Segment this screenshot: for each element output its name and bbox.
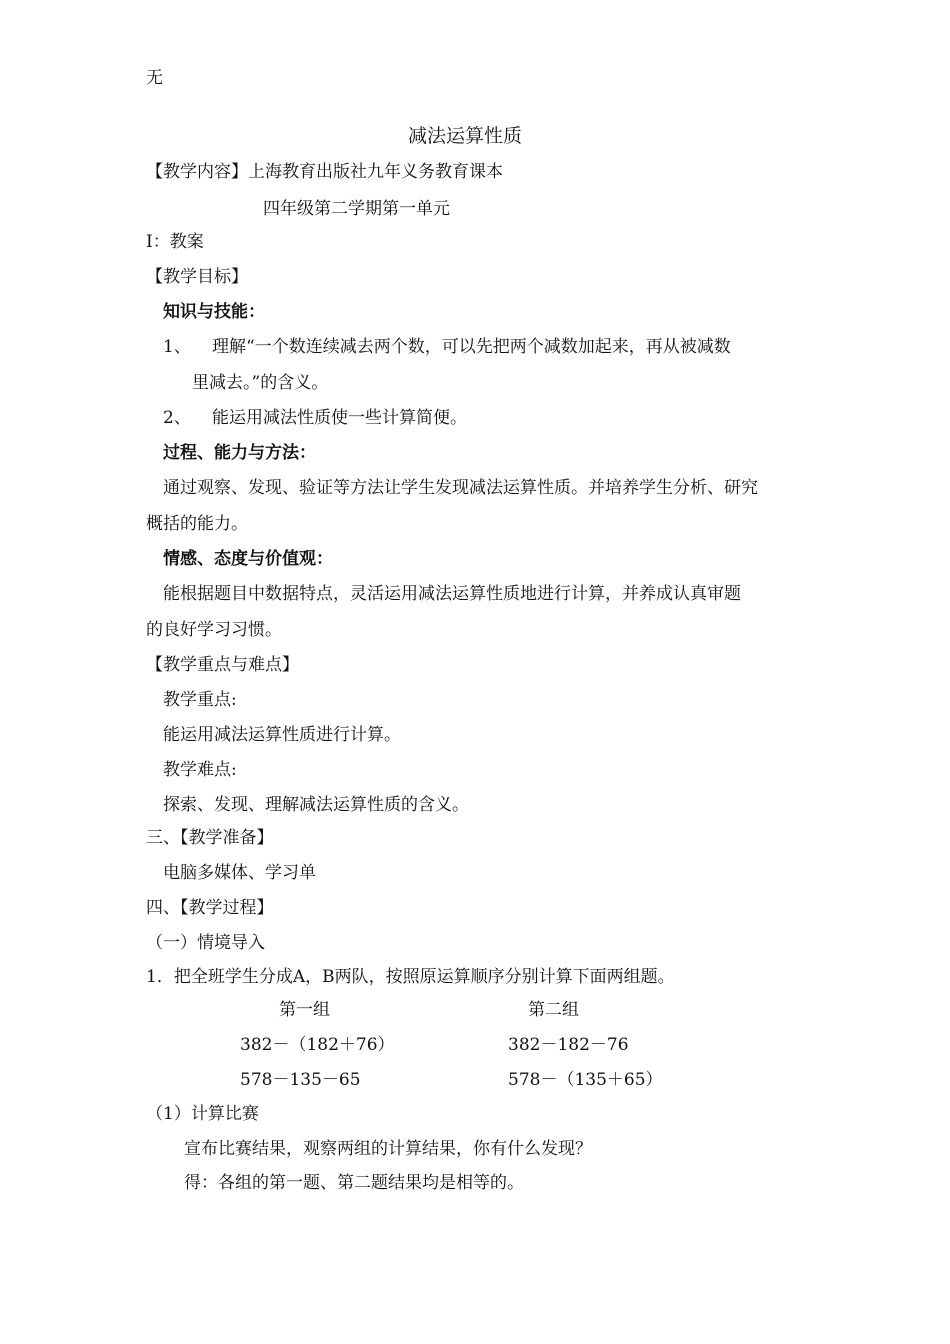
contest-text: 宣布比赛结果，观察两组的计算结果，你有什么发现？	[184, 1139, 592, 1159]
group-2-expression-1: 382－182－76	[508, 1035, 629, 1055]
knowledge-heading: 知识与技能：	[163, 302, 265, 322]
group-2-expression-2: 578－（135＋65）	[508, 1070, 663, 1090]
prep-heading: 三、【教学准备】	[146, 828, 274, 848]
group-1-expression-1: 382－（182＋76）	[240, 1035, 395, 1055]
conclusion-text: 得：各组的第一题、第二题结果均是相等的。	[184, 1173, 524, 1193]
process-text: 通过观察、发现、验证等方法让学生发现减法运算性质。并培养学生分析、研究	[163, 478, 758, 498]
keypoints-heading: 【教学重点与难点】	[146, 655, 299, 675]
page-title: 减法运算性质	[408, 125, 523, 147]
contest-heading: （1）计算比赛	[146, 1104, 259, 1124]
goal-1-text-cont: 里减去。”的含义。	[192, 373, 329, 393]
goal-1-text: 理解“一个数连续减去两个数，可以先把两个减数加起来，再从被减数	[212, 337, 731, 357]
emotion-text-cont: 的良好学习习惯。	[146, 620, 282, 640]
goal-2-number: 2、	[163, 408, 191, 428]
difficulty-text: 探索、发现、理解减法运算性质的含义。	[163, 795, 469, 815]
group-1-expression-2: 578－135－65	[240, 1070, 361, 1090]
key-label: 教学重点:	[163, 690, 237, 710]
content-line-2: 四年级第二学期第一单元	[263, 199, 450, 219]
content-line-1: 【教学内容】上海教育出版社九年义务教育课本	[146, 162, 503, 182]
emotion-text: 能根据题目中数据特点，灵活运用减法运算性质地进行计算，并养成认真审题	[163, 584, 741, 604]
goal-1-number: 1、	[163, 337, 191, 357]
difficulty-label: 教学难点:	[163, 760, 237, 780]
emotion-heading: 情感、态度与价值观：	[163, 549, 333, 569]
header-mark: 无	[146, 68, 163, 88]
key-text: 能运用减法运算性质进行计算。	[163, 725, 401, 745]
prep-text: 电脑多媒体、学习单	[163, 863, 316, 883]
group-1-label: 第一组	[279, 1000, 330, 1020]
section-i-heading: Ⅰ：教案	[146, 232, 204, 252]
process-text-cont: 概括的能力。	[146, 514, 248, 534]
goal-2-text: 能运用减法性质使一些计算简便。	[212, 408, 467, 428]
goals-heading: 【教学目标】	[146, 267, 248, 287]
step-1-text: 1．把全班学生分成A，B两队，按照原运算顺序分别计算下面两组题。	[146, 967, 675, 987]
intro-heading: （一）情境导入	[146, 933, 265, 953]
process-heading: 过程、能力与方法：	[163, 443, 316, 463]
group-2-label: 第二组	[528, 1000, 579, 1020]
process2-heading: 四、【教学过程】	[146, 898, 274, 918]
